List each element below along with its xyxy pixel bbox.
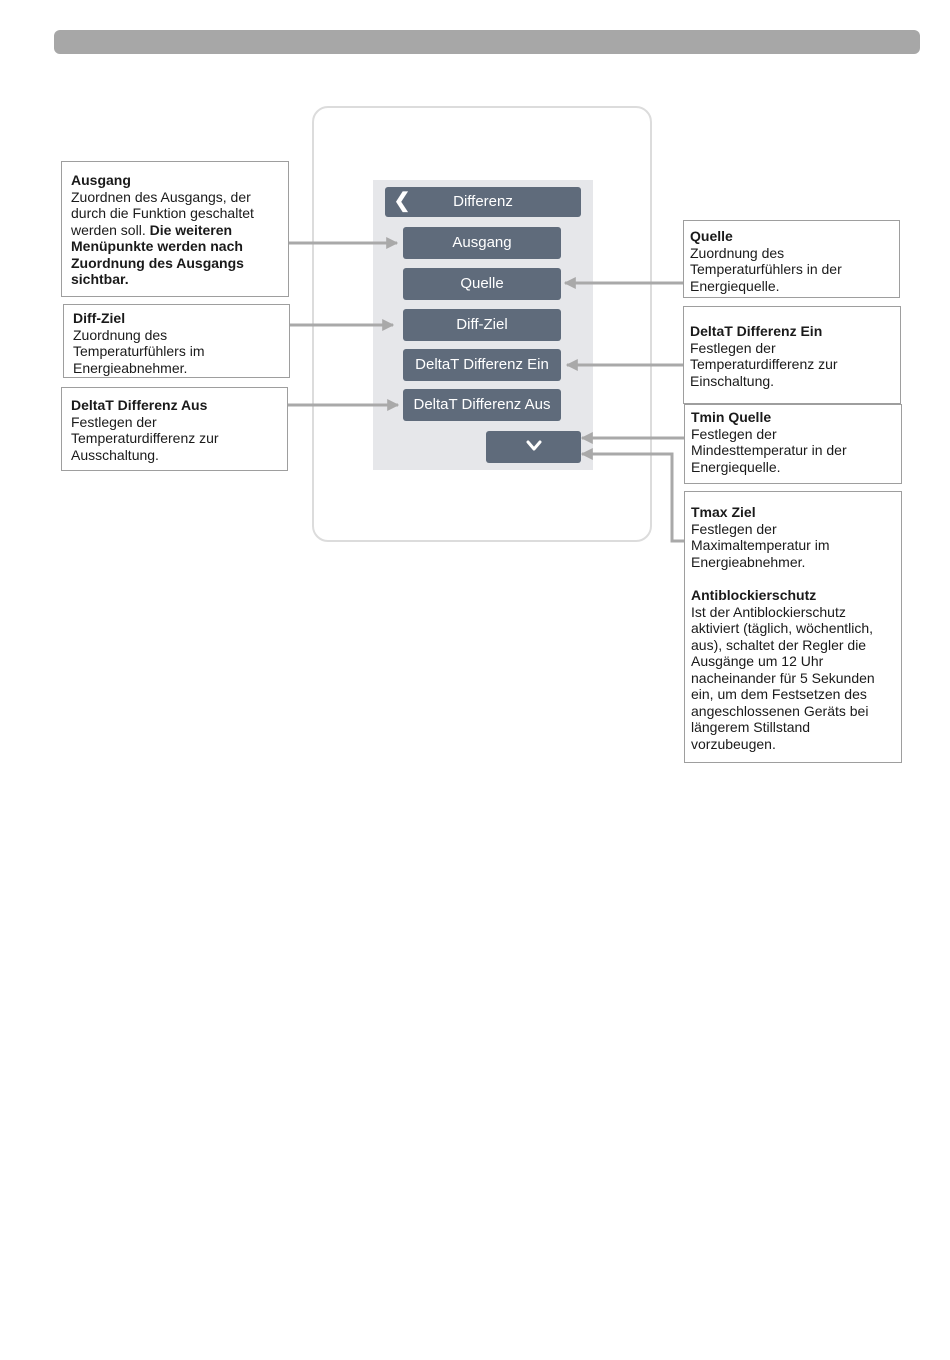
callout-tmax-ziel-text: Festlegen der Maximaltemperatur im Energieabnehmer. (691, 520, 830, 570)
callout-deltat-aus-text: Festlegen der Temperaturdifferenz zur Ausschaltung. (71, 413, 219, 463)
callout-tmax-ziel-antiblockierschutz (684, 491, 902, 763)
callout-ausgang-text: Zuordnen des Ausgangs, der durch die Funktion geschaltet werden soll. (71, 188, 254, 238)
callout-tmin-quelle-text: Festlegen der Mindesttemperatur in der Energiequelle. (691, 425, 847, 475)
callout-deltat-differenz-ein (683, 306, 901, 404)
callout-antiblockierschutz-text: Ist der Antiblockierschutz aktiviert (täglich, wöchentlich, aus), schaltet der Regler die Ausgänge um 12 Uhr nacheinander für 5 Sekunden ein, um dem Festsetzen des angeschlossenen Geräts bei längerem Stillstand vorzubeugen. (691, 603, 875, 752)
callout-tmin-quelle-title: Tmin Quelle (691, 409, 772, 425)
callout-diff-ziel-text: Zuordnung des Temperaturfühlers im Energieabnehmer. (73, 326, 205, 376)
callout-ausgang (61, 161, 289, 297)
callout-quelle-text: Zuordnung des Temperaturfühlers in der Energiequelle. (690, 244, 842, 294)
callout-ausgang-bold-text: Die weiteren Menüpunkte werden nach Zuordnung des Ausgangs sichtbar. (71, 221, 244, 287)
diff-ziel-button[interactable]: Diff-Ziel (403, 309, 561, 341)
callout-diff-ziel-title: Diff-Ziel (73, 310, 126, 326)
callout-deltat-aus-title: DeltaT Differenz Aus (71, 397, 208, 413)
quelle-button[interactable]: Quelle (403, 268, 561, 300)
callout-quelle (683, 220, 900, 298)
callout-quelle-title: Quelle (690, 228, 733, 244)
callout-deltat-ein-text: Festlegen der Temperaturdifferenz zur Einschaltung. (690, 339, 838, 389)
menu-header-title: Differenz (453, 193, 513, 210)
chevron-left-icon[interactable]: ❮ (393, 190, 411, 212)
callout-tmax-ziel-title: Tmax Ziel (691, 504, 756, 520)
callout-tmin-quelle (684, 404, 902, 484)
callout-ausgang-title: Ausgang (71, 172, 131, 188)
callout-antiblockierschutz-title: Antiblockierschutz (691, 587, 817, 603)
callout-deltat-differenz-aus (61, 387, 288, 471)
deltat-differenz-ein-button[interactable]: DeltaT Differenz Ein (403, 349, 561, 381)
arrow-tmax-ziel (582, 454, 684, 541)
deltat-differenz-aus-button[interactable]: DeltaT Differenz Aus (403, 389, 561, 421)
callout-deltat-ein-title: DeltaT Differenz Ein (690, 323, 823, 339)
ausgang-button[interactable]: Ausgang (403, 227, 561, 259)
callout-diff-ziel (63, 304, 290, 378)
